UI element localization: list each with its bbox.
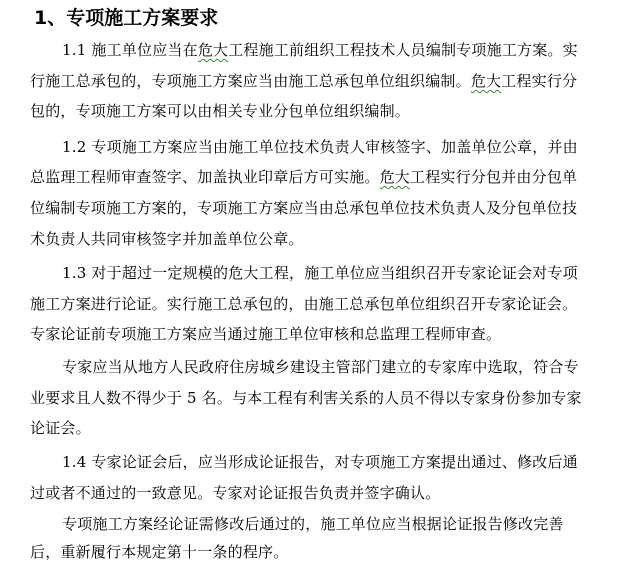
text-run: 后，重新履行本规定第十一条的程序。 [30,543,289,561]
paragraph-line [62,263,578,283]
paragraph-line [30,542,288,562]
paragraph-line [62,137,578,157]
paragraph-line [62,514,564,534]
text-run: 包的，专项施工方案可以由相关专业分包单位组织编制。 [30,102,411,120]
paragraph-line [30,167,577,187]
paragraph-line [30,388,582,408]
paragraph-line [30,101,410,121]
text-run: 1.3 对于超过一定规模的危大工程，施工单位应当组织召开专家论证会对专项 [62,264,578,282]
text-run: 工程实行分 [501,72,578,90]
text-run: 1.1 施工单位应当在 [62,41,198,59]
section-heading: 1、专项施工方案要求 [34,7,219,29]
spellcheck-marked-text: 危大 [470,72,502,90]
paragraph-line [30,198,577,218]
paragraph-line [30,418,91,438]
text-run: 论证会。 [30,419,91,437]
text-run: 位编制专项施工方案的，专项施工方案应当由总承包单位技术负责人及分包单位技 [30,199,578,217]
spellcheck-marked-text: 危大 [379,168,411,186]
paragraph-line [30,229,304,249]
text-run: 工程实行分包并由分包单 [410,168,578,186]
paragraph-line [30,71,577,91]
text-run: 业要求且人数不得少于 5 名。与本工程有利害关系的人员不得以专家身份参加专家 [30,389,582,407]
paragraph-line [30,324,501,344]
paragraph-line [62,40,578,60]
text-run: 专家论证前专项施工方案应当通过施工单位审核和总监理工程师审查。 [30,325,502,343]
text-run: 过或者不通过的一致意见。专家对论证报告负责并签字确认。 [30,484,441,502]
spellcheck-marked-text: 危大 [197,41,229,59]
text-run: 专项施工方案经论证需修改后通过的，施工单位应当根据论证报告修改完善 [62,515,564,533]
text-run: 行施工总承包的，专项施工方案应当由施工总承包单位组织编制。 [30,72,471,90]
text-run: 专家应当从地方人民政府住房城乡建设主管部门建立的专家库中选取，符合专 [62,358,579,376]
paragraph-line [30,483,440,503]
text-run: 总监理工程师审查签字、加盖执业印章后方可实施。 [30,168,380,186]
paragraph-line [62,452,578,472]
text-run: 施工方案进行论证。实行施工总承包的，由施工总承包单位组织召开专家论证会。 [30,295,578,313]
text-run: 1.4 专家论证会后，应当形成论证报告，对专项施工方案提出通过、修改后通 [62,453,578,471]
text-run: 术负责人共同审核签字并加盖单位公章。 [30,230,304,248]
paragraph-line [30,294,577,314]
paragraph-line [62,357,579,377]
text-run: 工程施工前组织工程技术人员编制专项施工方案。实 [228,41,578,59]
text-run: 1.2 专项施工方案应当由施工单位技术负责人审核签字、加盖单位公章，并由 [62,138,578,156]
